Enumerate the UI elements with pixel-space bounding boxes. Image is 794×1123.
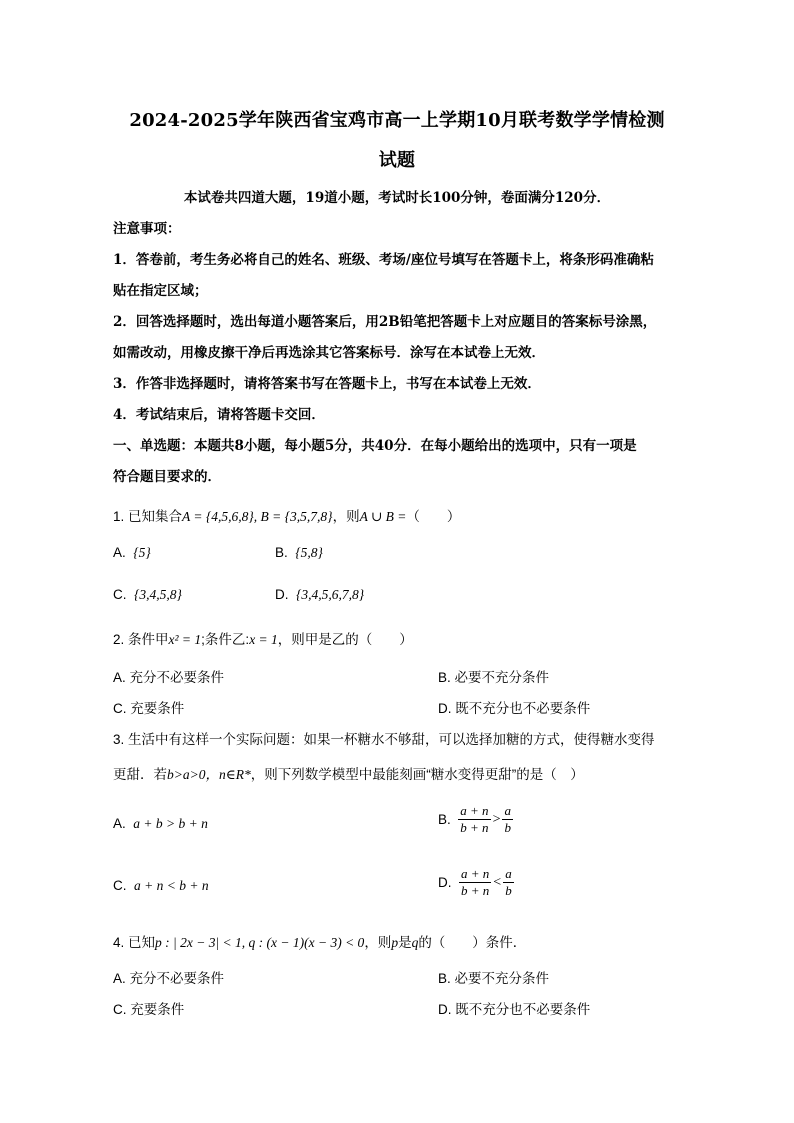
q2-option-b: B. 必要不充分条件 <box>438 670 550 685</box>
q3-option-c: C. a + n < b + n <box>113 878 209 893</box>
q3-condition: b>a>0，n∈R* <box>167 767 251 782</box>
q4-propositions: p : | 2x − 3| < 1, q : (x − 1)(x − 3) < 0 <box>155 935 365 950</box>
q2-condition-jia: x² = 1 <box>168 632 202 647</box>
notice-item-4: 4．考试结束后，请将答题卡交回． <box>113 407 325 423</box>
question-2: 2. 条件甲x² = 1;条件乙:x = 1，则甲是乙的（ ） <box>113 632 413 647</box>
question-4: 4. 已知p : | 2x − 3| < 1, q : (x − 1)(x − 3) < 0，则p是q的（ ）条件． <box>113 935 527 950</box>
q1-option-b: B. {5,8} <box>275 545 323 560</box>
q1-option-a: A. {5} <box>113 545 151 560</box>
q1-union: A ∪ B = <box>359 509 407 524</box>
q2-option-c: C. 充要条件 <box>113 701 185 716</box>
notice-item-1-line2: 贴在指定区域； <box>113 283 208 299</box>
notice-item-1-line1: 1．答卷前，考生务必将自己的姓名、班级、考场/座位号填写在答题卡上，将条形码准确粘 <box>113 252 654 268</box>
q4-option-b: B. 必要不充分条件 <box>438 971 550 986</box>
q1-mid: ，则 <box>332 509 360 524</box>
q1-option-d: D. {3,4,5,6,7,8} <box>275 587 365 602</box>
notice-item-2-line2: 如需改动，用橡皮擦干净后再选涂其它答案标号．涂写在本试卷上无效． <box>113 345 545 361</box>
section1-heading-line2: 符合题目要求的． <box>113 469 221 485</box>
q4-option-c: C. 充要条件 <box>113 1002 185 1017</box>
question-1 <box>113 505 460 525</box>
notice-heading: 注意事项： <box>113 221 181 237</box>
q4-option-d: D. 既不充分也不必要条件 <box>438 1002 591 1017</box>
q1-sets: A = {4,5,6,8}, B = {3,5,7,8} <box>182 509 333 524</box>
exam-title-line1: 2024-2025学年陕西省宝鸡市高一上学期10月联考数学学情检测 <box>129 110 665 131</box>
q1-option-c: C. {3,4,5,8} <box>113 587 182 602</box>
exam-intro: 本试卷共四道大题，19道小题，考试时长100分钟，卷面满分120分． <box>183 190 611 206</box>
q3-option-d: D. $\frac{a + n}{b + n}$ < $\frac{a}{b}$ <box>438 866 512 898</box>
q2-condition-yi: x = 1 <box>249 632 278 647</box>
q3-option-a: A. a + b > b + n <box>113 816 208 831</box>
q1-suffix: （ ） <box>406 509 461 524</box>
question-3-line1: 3. 生活中有这样一个实际问题：如果一杯糖水不够甜，可以选择加糖的方式，使得糖水变得 <box>113 732 655 747</box>
q2-option-d: D. 既不充分也不必要条件 <box>438 701 591 716</box>
notice-item-2-line1: 2．回答选择题时，选出每道小题答案后，用2B铅笔把答题卡上对应题目的答案标号涂黑， <box>113 314 657 330</box>
section1-heading-line1: 一、单选题：本题共8小题，每小题5分，共40分．在每小题给出的选项中，只有一项是 <box>113 438 637 454</box>
notice-item-3: 3．作答非选择题时，请将答案书写在答题卡上，书写在本试卷上无效． <box>113 376 541 392</box>
q4-option-a: A. 充分不必要条件 <box>113 971 225 986</box>
q2-option-a: A. 充分不必要条件 <box>113 670 225 685</box>
q1-prefix: 1. 已知集合 <box>113 509 183 524</box>
exam-title-line2: 试题 <box>378 150 416 171</box>
q3-option-b: B. $\frac{a + n}{b + n}$ > $\frac{a}{b}$ <box>438 803 511 835</box>
question-3-line2: 更甜．若b>a>0，n∈R*，则下列数学模型中最能刻画“糖水变得更甜”的是（ ） <box>113 767 584 782</box>
